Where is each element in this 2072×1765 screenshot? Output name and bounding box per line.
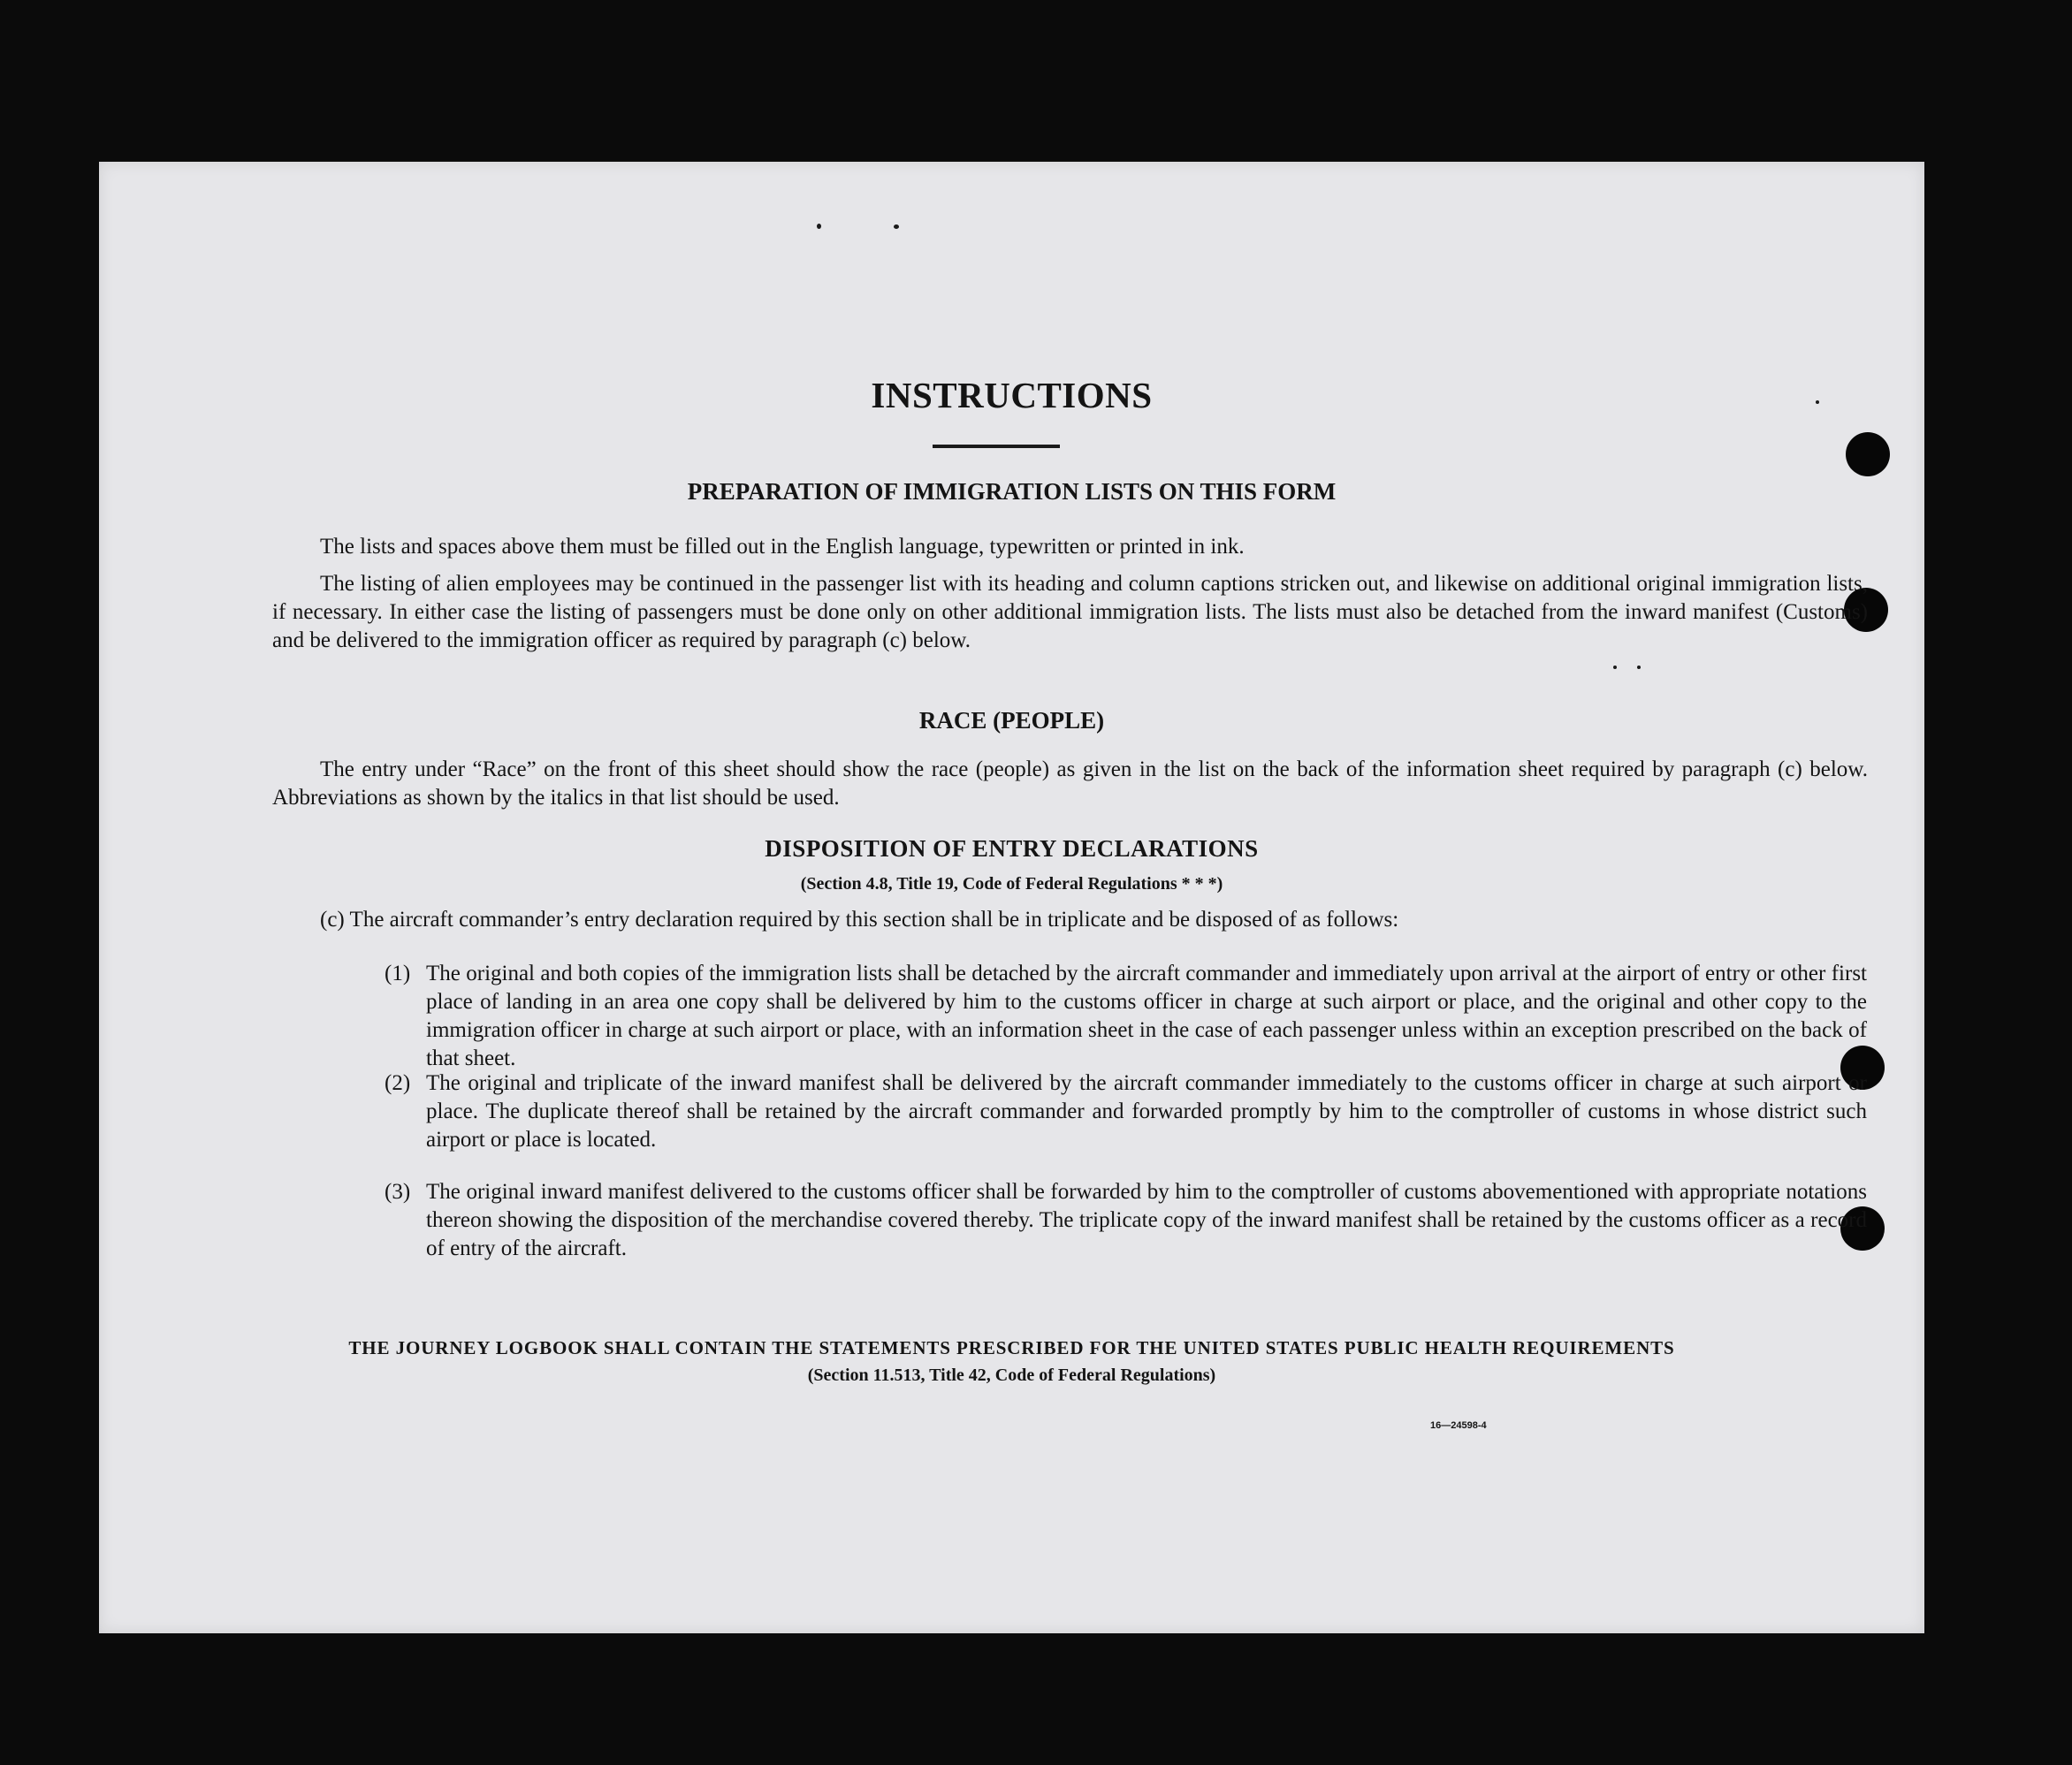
document-page [99, 162, 1924, 1633]
preparation-heading: PREPARATION OF IMMIGRATION LISTS ON THIS FORM [687, 478, 1337, 505]
race-heading: RACE (PEOPLE) [918, 707, 1105, 734]
ink-speck [1613, 666, 1617, 669]
title-underline [933, 445, 1060, 448]
item-number: (1) [385, 962, 411, 985]
item-number: (2) [385, 1071, 411, 1095]
disposition-citation: (Section 4.8, Title 19, Code of Federal Regulations * * *) [800, 874, 1223, 894]
disposition-item [385, 960, 1867, 1073]
punch-hole [1846, 432, 1890, 476]
disposition-intro: (c) The aircraft commander’s entry declaration required by this section shall be in triplicate and be disposed of as follows: [320, 908, 1399, 932]
item-text: The original and both copies of the immigration lists shall be detached by the aircraft commander and immediately upon arrival at the airport of entry or other first place of landing in an area one copy shall be delivered by him to the customs officer in charge at such airport or place, and the original and other copy to the immigration officer in charge at such airport or place, with an information sheet in the case of each passenger unless within an exception prescribed on the back of that sheet. [426, 962, 1867, 1070]
disposition-heading: DISPOSITION OF ENTRY DECLARATIONS [765, 835, 1259, 862]
item-number: (3) [385, 1180, 411, 1204]
logbook-heading: THE JOURNEY LOGBOOK SHALL CONTAIN THE STATEMENTS PRESCRIBED FOR THE UNITED STATES PUBLIC HEALTH REQUIREMENTS [348, 1337, 1675, 1358]
item-text: The original inward manifest delivered to the customs officer shall be forwarded by him to the comptroller of customs abovementioned with appropriate notations thereon showing the disposition of the merchandise covered thereby. The triplicate copy of the inward manifest shall be retained by the customs officer as a record of entry of the aircraft. [426, 1180, 1867, 1260]
disposition-item [385, 1178, 1867, 1263]
ink-speck [1637, 666, 1641, 669]
page-title: INSTRUCTIONS [871, 375, 1153, 415]
disposition-item [385, 1069, 1867, 1154]
race-paragraph: The entry under “Race” on the front of this sheet should show the race (people) as given in the list on the back of the information sheet required by paragraph (c) below. Abbreviations as shown by the italics in that list should be used. [272, 757, 1868, 810]
item-text: The original and triplicate of the inward manifest shall be delivered by the aircraft commander immediately to the customs officer in charge at such airport or place. The duplicate thereof shall be retained by the aircraft commander and forwarded promptly by him to the comptroller of customs in whose district such airport or place is located. [426, 1071, 1867, 1152]
form-number: 16—24598-4 [1430, 1420, 1487, 1431]
ink-speck [817, 224, 821, 229]
preparation-paragraph-1: The lists and spaces above them must be filled out in the English language, typewritten or printed in ink. [320, 535, 1245, 559]
ink-speck [894, 224, 899, 229]
logbook-citation: (Section 11.513, Title 42, Code of Federal Regulations) [807, 1366, 1216, 1385]
preparation-paragraph-2: The listing of alien employees may be continued in the passenger list with its heading and column captions stricken out, and likewise on additional original immigration lists, if necessary. In either case the listing of passengers must be done only on other additional immigration lists. The lists must also be detached from the inward manifest (Customs) and be delivered to the immigration officer as required by paragraph (c) below. [272, 572, 1868, 652]
